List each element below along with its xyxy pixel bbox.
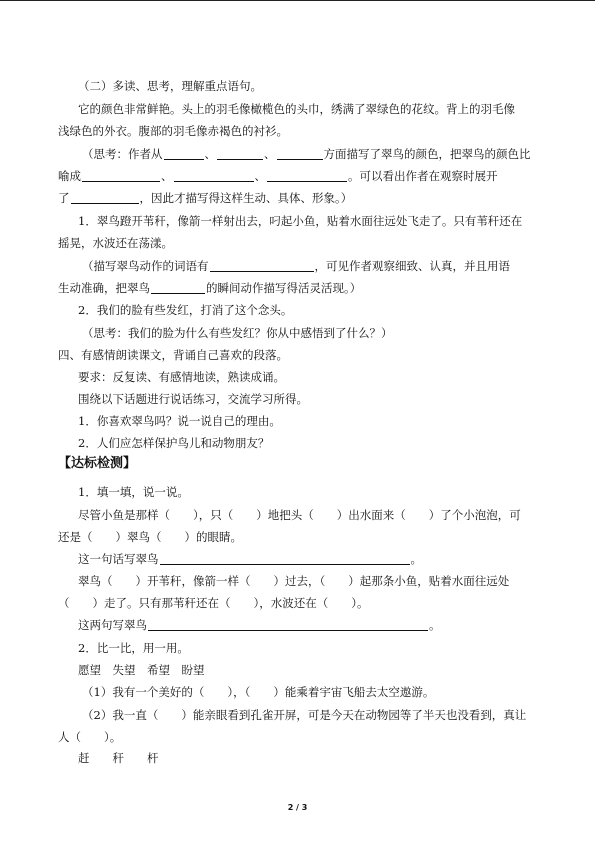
sentence-line: （2）我一直（ ）能亲眼看到孔雀开屏，可是今天在动物园等了半天也没看到，真让 xyxy=(82,708,527,722)
think-line: （思考：作者从 、 、 方面描写了翠鸟的颜色，把翠鸟的颜色比 xyxy=(82,147,531,161)
top-rule xyxy=(0,0,595,1)
question-line: 摇晃，水波还在荡漾。 xyxy=(58,236,173,250)
page-number: 2 / 3 xyxy=(287,803,308,812)
answer-blank[interactable] xyxy=(71,191,139,204)
section-heading: 四、有感情朗读课文，背诵自己喜欢的段落。 xyxy=(58,348,288,362)
answer-blank[interactable] xyxy=(164,147,204,160)
question-line: 2．我们的脸有些发红，打消了这个念头。 xyxy=(78,303,293,317)
hint-line: （描写翠鸟动作的词语有 ，可见作者观察细致、认真，并且用语 xyxy=(82,259,510,273)
question-title: 2．比一比，用一用。 xyxy=(78,641,189,655)
char-list: 赶 秆 杆 xyxy=(78,751,159,765)
write-line: 这两句写翠鸟 。 xyxy=(78,618,441,632)
question-line: 1．翠鸟蹬开苇秆，像箭一样射出去，叼起小鱼，贴着水面往远处飞走了。只有苇秆还在 xyxy=(78,214,523,228)
fill-line: 翠鸟（ ）开苇秆，像箭一样（ ）过去，（ ）起那条小鱼，贴着水面往远处 xyxy=(78,574,510,588)
answer-blank[interactable] xyxy=(267,169,347,182)
topic-line: 1．你喜欢翠鸟吗？说一说自己的理由。 xyxy=(78,414,281,428)
word-list: 愿望 失望 希望 盼望 xyxy=(78,663,205,677)
answer-blank[interactable] xyxy=(160,552,410,565)
passage-line: 它的颜色非常鲜艳。头上的羽毛像橄榄色的头巾，绣满了翠绿色的花纹。背上的羽毛像 xyxy=(78,102,515,116)
section-heading: （二）多读、思考，理解重点语句。 xyxy=(78,79,262,93)
sentence-line: 人（ ）。 xyxy=(58,730,122,744)
answer-blank[interactable] xyxy=(210,259,314,272)
answer-blank[interactable] xyxy=(82,169,160,182)
question-title: 1．填一填，说一说。 xyxy=(78,485,189,499)
fill-line: 尽管小鱼是那样（ ），只（ ）地把头（ ）出水面来（ ）了个小泡泡，可 xyxy=(78,508,521,522)
answer-blank[interactable] xyxy=(174,169,254,182)
think-line: （思考：我们的脸为什么有些发红？你从中感悟到了什么？） xyxy=(82,326,393,340)
answer-blank[interactable] xyxy=(151,281,205,294)
fill-line: 还是（ ）翠鸟（ ）的眼睛。 xyxy=(58,530,242,544)
passage-line: 浅绿色的外衣。腹部的羽毛像赤褐色的衬衫。 xyxy=(58,124,288,138)
sentence-line: （1）我有一个美好的（ ），（ ）能乘着宇宙飞船去太空遨游。 xyxy=(82,685,435,699)
topic-line: 2．人们应怎样保护鸟儿和动物朋友？ xyxy=(78,436,270,450)
instruction-line: 围绕以下话题进行说话练习，交流学习所得。 xyxy=(78,392,308,406)
think-line: 喻成 、 、 。可以看出作者在观察时展开 xyxy=(58,169,498,183)
hint-line: 生动准确，把翠鸟 的瞬间动作描写得活灵活现。） xyxy=(58,281,362,295)
answer-blank[interactable] xyxy=(217,147,263,160)
fill-line: （ ）走了。只有那苇秆还在（ ），水波还在（ ）。 xyxy=(58,596,369,610)
requirement-line: 要求：反复读、有感情地读，熟读成诵。 xyxy=(78,370,285,384)
test-heading: 【达标检测】 xyxy=(58,456,137,471)
think-line: 了 ，因此才描写得这样生动、具体、形象。） xyxy=(58,191,353,205)
answer-blank[interactable] xyxy=(148,618,428,631)
write-line: 这一句话写翠鸟 。 xyxy=(78,552,422,566)
answer-blank[interactable] xyxy=(277,147,323,160)
